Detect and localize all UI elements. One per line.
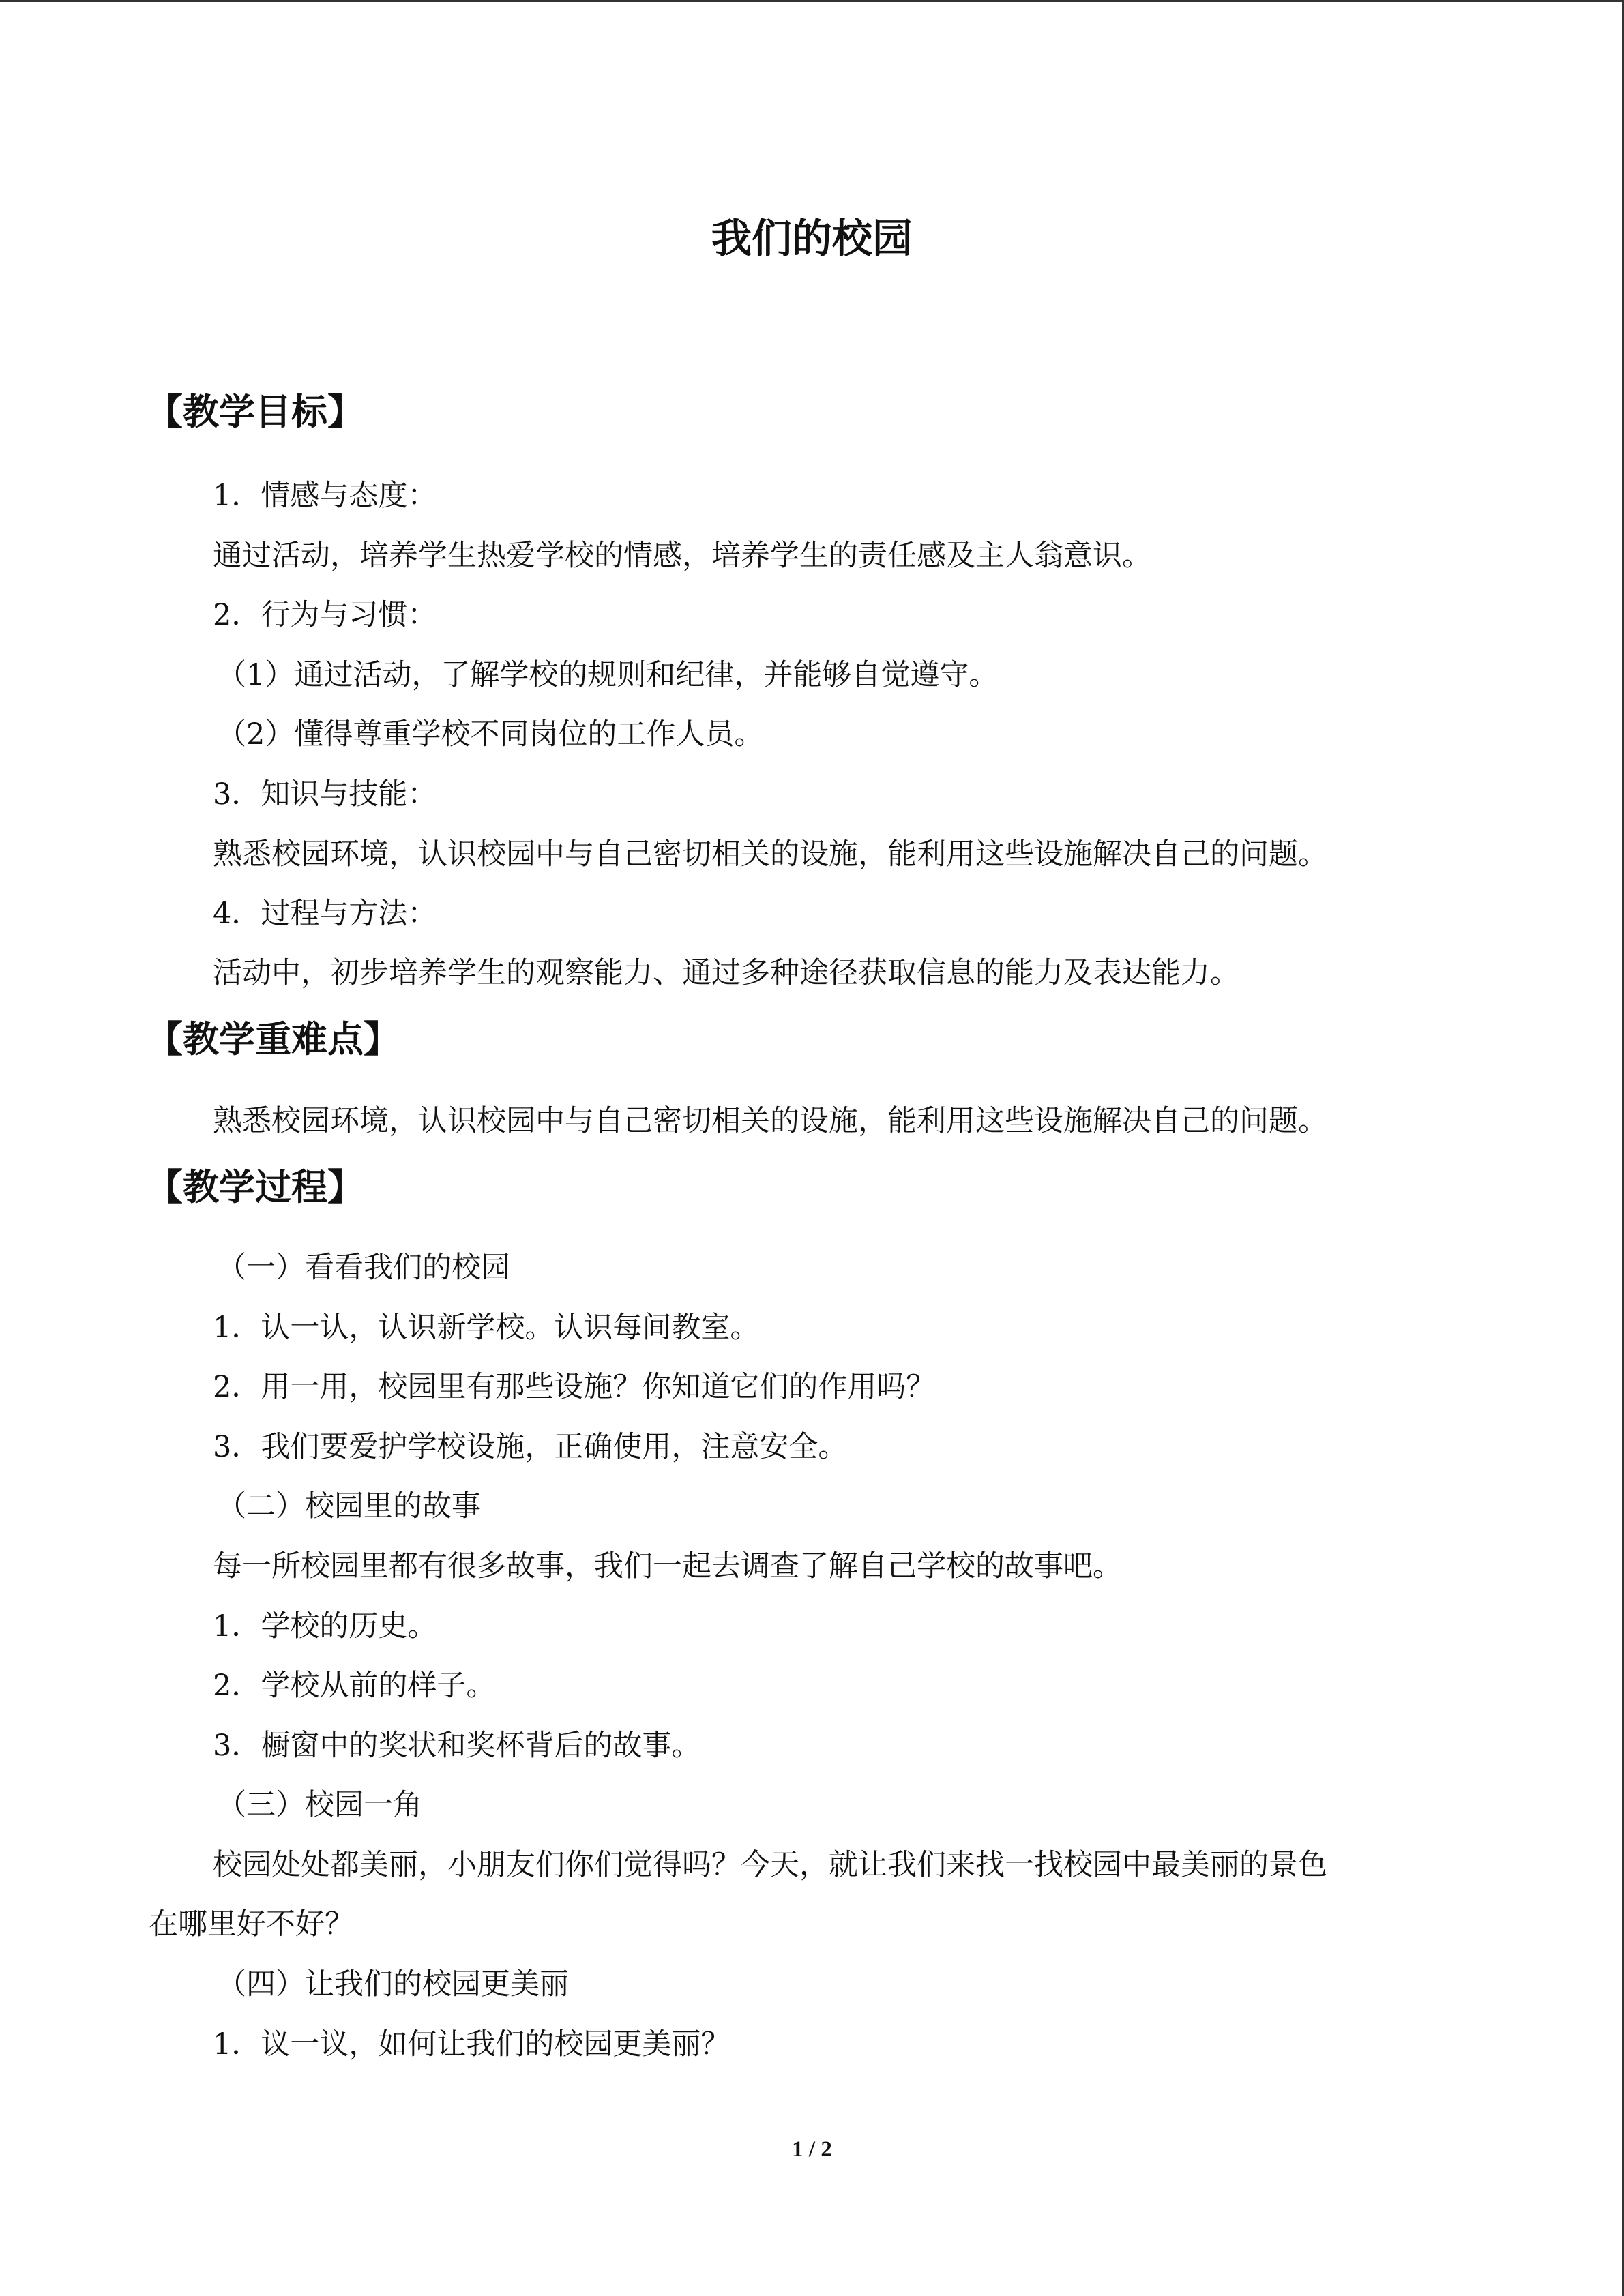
process-line-11: 校园处处都美丽，小朋友们你们觉得吗？今天，就让我们来找一找校园中最美丽的景色 [213,1848,1327,1882]
process-line-12: 在哪里好不好？ [149,1907,354,1941]
goals-line-9: 活动中，初步培养学生的观察能力、通过多种途径获取信息的能力及表达能力。 [213,956,1239,990]
page-number: 1 / 2 [792,2137,832,2162]
goals-line-1: 1．情感与态度： [213,479,437,513]
document-title: 我们的校园 [711,215,913,262]
goals-line-5: （2）懂得尊重学校不同岗位的工作人员。 [217,717,764,751]
process-line-1: （一）看看我们的校园 [217,1251,510,1285]
process-line-6: 每一所校园里都有很多故事，我们一起去调查了解自己学校的故事吧。 [213,1549,1122,1583]
process-line-9: 3．橱窗中的奖状和奖杯背后的故事。 [213,1729,701,1763]
goals-line-4: （1）通过活动，了解学校的规则和纪律，并能够自觉遵守。 [217,658,999,692]
process-line-3: 2．用一用，校园里有那些设施？你知道它们的作用吗？ [213,1370,936,1404]
goals-line-6: 3．知识与技能： [213,777,437,811]
process-line-7: 1．学校的历史。 [213,1609,437,1643]
process-line-13: （四）让我们的校园更美丽 [217,1967,569,2001]
goals-line-3: 2．行为与习惯： [213,598,437,632]
process-line-5: （二）校园里的故事 [217,1489,481,1523]
section-heading-process: 【教学过程】 [147,1167,364,1208]
process-line-14: 1．议一议，如何让我们的校园更美丽？ [213,2027,730,2061]
goals-line-2: 通过活动，培养学生热爱学校的情感，培养学生的责任感及主人翁意识。 [213,539,1151,573]
key-points-line-1: 熟悉校园环境，认识校园中与自己密切相关的设施，能利用这些设施解决自己的问题。 [213,1104,1327,1138]
section-heading-goals: 【教学目标】 [147,391,364,433]
process-line-4: 3．我们要爱护学校设施，正确使用，注意安全。 [213,1430,848,1464]
goals-line-7: 熟悉校园环境，认识校园中与自己密切相关的设施，能利用这些设施解决自己的问题。 [213,837,1327,871]
process-line-8: 2．学校从前的样子。 [213,1669,496,1703]
section-heading-key-points: 【教学重难点】 [147,1019,400,1060]
goals-line-8: 4．过程与方法： [213,897,437,931]
page-top-border [0,0,1624,2]
process-line-2: 1．认一认，认识新学校。认识每间教室。 [213,1311,760,1345]
process-line-10: （三）校园一角 [217,1788,422,1822]
